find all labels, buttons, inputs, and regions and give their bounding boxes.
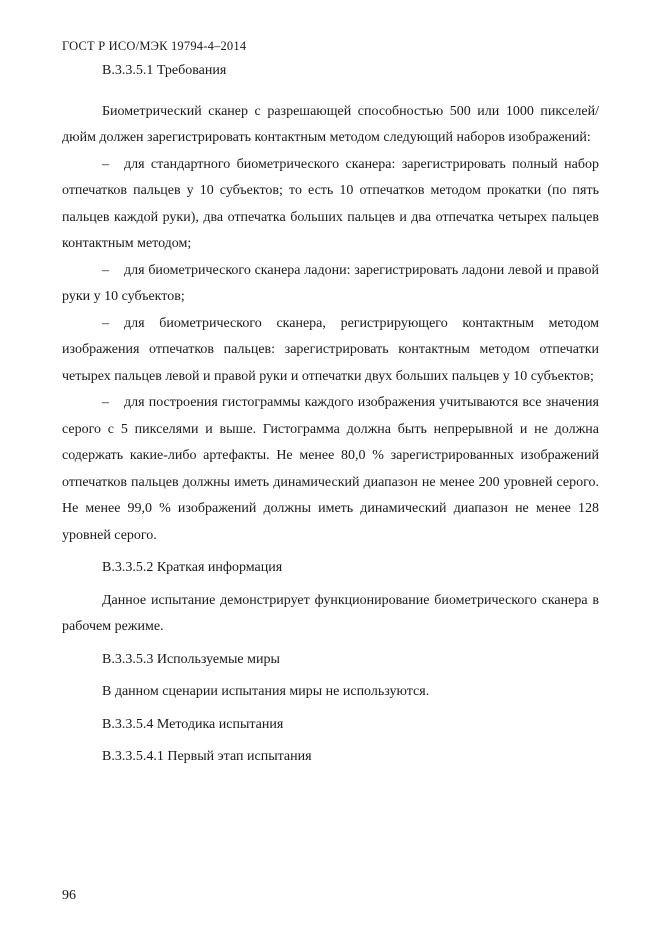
document-header: ГОСТ Р ИСО/МЭК 19794-4–2014 xyxy=(62,39,247,53)
section-heading: B.3.3.5.4 Методика испытания xyxy=(102,716,284,732)
list-item xyxy=(62,258,599,311)
list-item-text: для биометрического сканера, регистрирующего контактным методом изображения отпечатков пальцев: зарегистрировать контактным методом отпечатки четырех пальцев левой и правой руки и отпечатки двух больших пальцев у 10 субъектов; xyxy=(62,315,599,384)
list-item-text: для биометрического сканера ладони: зарегистрировать ладони левой и правой руки у 10 субъектов; xyxy=(62,262,599,304)
section-heading: B.3.3.5.4.1 Первый этап испытания xyxy=(102,749,312,764)
list-item xyxy=(62,311,599,391)
list-item xyxy=(62,152,599,258)
list-item xyxy=(62,390,599,549)
section-heading: B.3.3.5.3 Используемые миры xyxy=(102,651,280,667)
section-heading: B.3.3.5.1 Требования xyxy=(102,63,227,78)
list-item-text: для построения гистограммы каждого изображения учитываются все значения серого с 5 пикселями и выше. Гистограмма должна быть непрерывной и не должна содержать какие-либо артефакты. Не менее 80,0 % зарегистрированных изображений отпечатков пальцев должны иметь динамический диапазон не менее 200 уровней серого. Не менее 99,0 % изображений должны иметь динамический диапазон не менее 128 уровней серого. xyxy=(62,395,599,543)
section-heading: B.3.3.5.2 Краткая информация xyxy=(102,560,283,575)
document-body xyxy=(62,58,599,771)
paragraph: Данное испытание демонстрирует функционирование биометрического сканера в рабочем режиме. xyxy=(62,592,599,634)
paragraph: Биометрический сканер с разрешающей способностью 500 или 1000 пикселей/дюйм должен зарегистрировать контактным методом следующий наборов изображений: xyxy=(62,103,599,145)
page-number: 96 xyxy=(62,888,76,903)
list-item-text: для стандартного биометрического сканера: зарегистрировать полный набор отпечатков пальцев у 10 субъектов; то есть 10 отпечатков методом прокатки (по пять пальцев каждой руки), два отпечатка больших пальцев и два отпечатка четырех пальцев контактным методом; xyxy=(62,156,599,251)
dash-bullet: – xyxy=(102,395,109,410)
dash-bullet: – xyxy=(102,156,109,172)
paragraph: В данном сценарии испытания миры не используются. xyxy=(102,684,430,699)
dash-bullet: – xyxy=(102,315,109,331)
dash-bullet: – xyxy=(102,262,109,278)
